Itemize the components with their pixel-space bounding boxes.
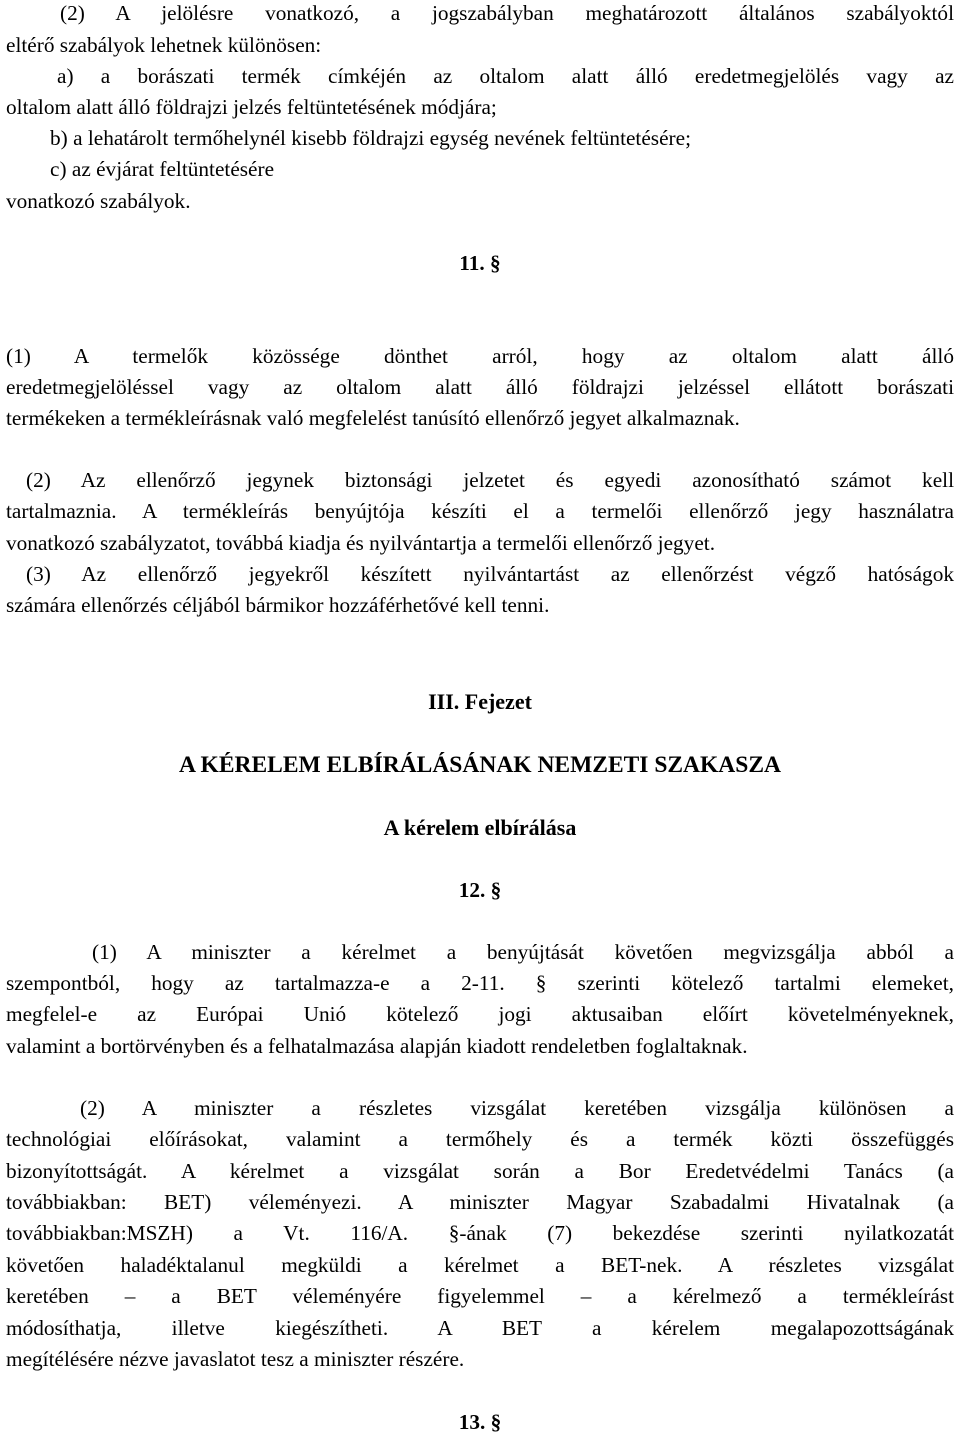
section-12-heading: 12. § — [458, 878, 502, 902]
s12-p2-line-7: keretében – a BET véleményére figyelemmel – a kérelmező a termékleírást — [6, 1284, 954, 1308]
s10-p2-line-2: eltérő szabályok lehetnek különösen: — [6, 33, 322, 57]
s12-p2-line-2: technológiai előírásokat, valamint a termőhely és a termék közti összefüggés — [6, 1127, 954, 1151]
s10-p2-line-3: a) a borászati termék címkéjén az oltalom alatt álló eredetmegjelölés vagy az — [57, 64, 954, 88]
s12-p2-line-4: továbbiakban: BET) véleményezi. A miniszter Magyar Szabadalmi Hivatalnak (a — [6, 1190, 954, 1214]
s11-p1-line-3: termékeken a termékleírásnak való megfelelést tanúsító ellenőrző jegyet alkalmaznak. — [6, 406, 740, 430]
s10-p2-line-4: oltalom alatt álló földrajzi jelzés feltüntetésének módjára; — [6, 95, 497, 119]
s11-p2-line-1: (2) Az ellenőrző jegynek biztonsági jelzetet és egyedi azonosítható számot kell — [26, 468, 954, 492]
s11-p2-line-2: tartalmaznia. A termékleírás benyújtója készíti el a termelői ellenőrző jegy használatra — [6, 499, 954, 523]
s12-p2-line-1: (2) A miniszter a részletes vizsgálat keretében vizsgálja különösen a — [80, 1096, 954, 1120]
s10-p2-line-1: (2) A jelölésre vonatkozó, a jogszabályban meghatározott általános szabályoktól — [60, 1, 954, 25]
s11-p1-line-2: eredetmegjelöléssel vagy az oltalom alatt álló földrajzi jelzéssel ellátott borászati — [6, 375, 954, 399]
s12-p1-line-1: (1) A miniszter a kérelmet a benyújtását követően megvizsgálja abból a — [92, 940, 954, 964]
s12-p2-line-6: követően haladéktalanul megküldi a kérelmet a BET-nek. A részletes vizsgálat — [6, 1253, 954, 1277]
s11-p3-line-2: számára ellenőrzés céljából bármikor hozzáférhetővé kell tenni. — [6, 593, 550, 617]
chapter-subtitle: A kérelem elbírálása — [383, 815, 577, 840]
s12-p1-line-2: szempontból, hogy az tartalmazza-e a 2-11. § szerinti kötelező tartalmi elemeket, — [6, 971, 954, 995]
s11-p3-line-1: (3) Az ellenőrző jegyekről készített nyilvántartást az ellenőrzést végző hatóságok — [26, 562, 954, 586]
s12-p2-line-5: továbbiakban:MSZH) a Vt. 116/A. §-ának (7) bekezdése szerinti nyilatkozatát — [6, 1221, 954, 1245]
chapter-number: III. Fejezet — [428, 689, 532, 714]
s12-p2-line-3: bizonyítottságát. A kérelmet a vizsgálat során a Bor Eredetvédelmi Tanács (a — [6, 1159, 954, 1183]
s11-p2-line-3: vonatkozó szabályzatot, továbbá kiadja és nyilvántartja a termelői ellenőrző jegyet. — [6, 531, 716, 555]
s10-p2-line-7: vonatkozó szabályok. — [6, 189, 191, 213]
chapter-title: A KÉRELEM ELBÍRÁLÁSÁNAK NEMZETI SZAKASZA — [179, 752, 781, 778]
s12-p2-line-9: megítélésére nézve javaslatot tesz a miniszter részére. — [6, 1347, 465, 1371]
s12-p2-line-8: módosíthatja, illetve kiegészítheti. A BET a kérelem megalapozottságának — [6, 1316, 954, 1340]
s11-p1-line-1: (1) A termelők közössége dönthet arról, hogy az oltalom alatt álló — [6, 344, 954, 368]
s10-p2-line-6: c) az évjárat feltüntetésére — [50, 157, 275, 181]
s12-p1-line-3: megfelel-e az Európai Unió kötelező jogi aktusaiban előírt követelményeknek, — [6, 1002, 954, 1026]
s12-p1-line-4: valamint a bortörvényben és a felhatalmazása alapján kiadott rendeletben foglaltaknak. — [6, 1034, 748, 1058]
s10-p2-line-5: b) a lehatárolt termőhelynél kisebb földrajzi egység nevének feltüntetésére; — [50, 126, 692, 150]
section-13-heading: 13. § — [458, 1410, 502, 1434]
section-11-heading: 11. § — [459, 251, 501, 275]
